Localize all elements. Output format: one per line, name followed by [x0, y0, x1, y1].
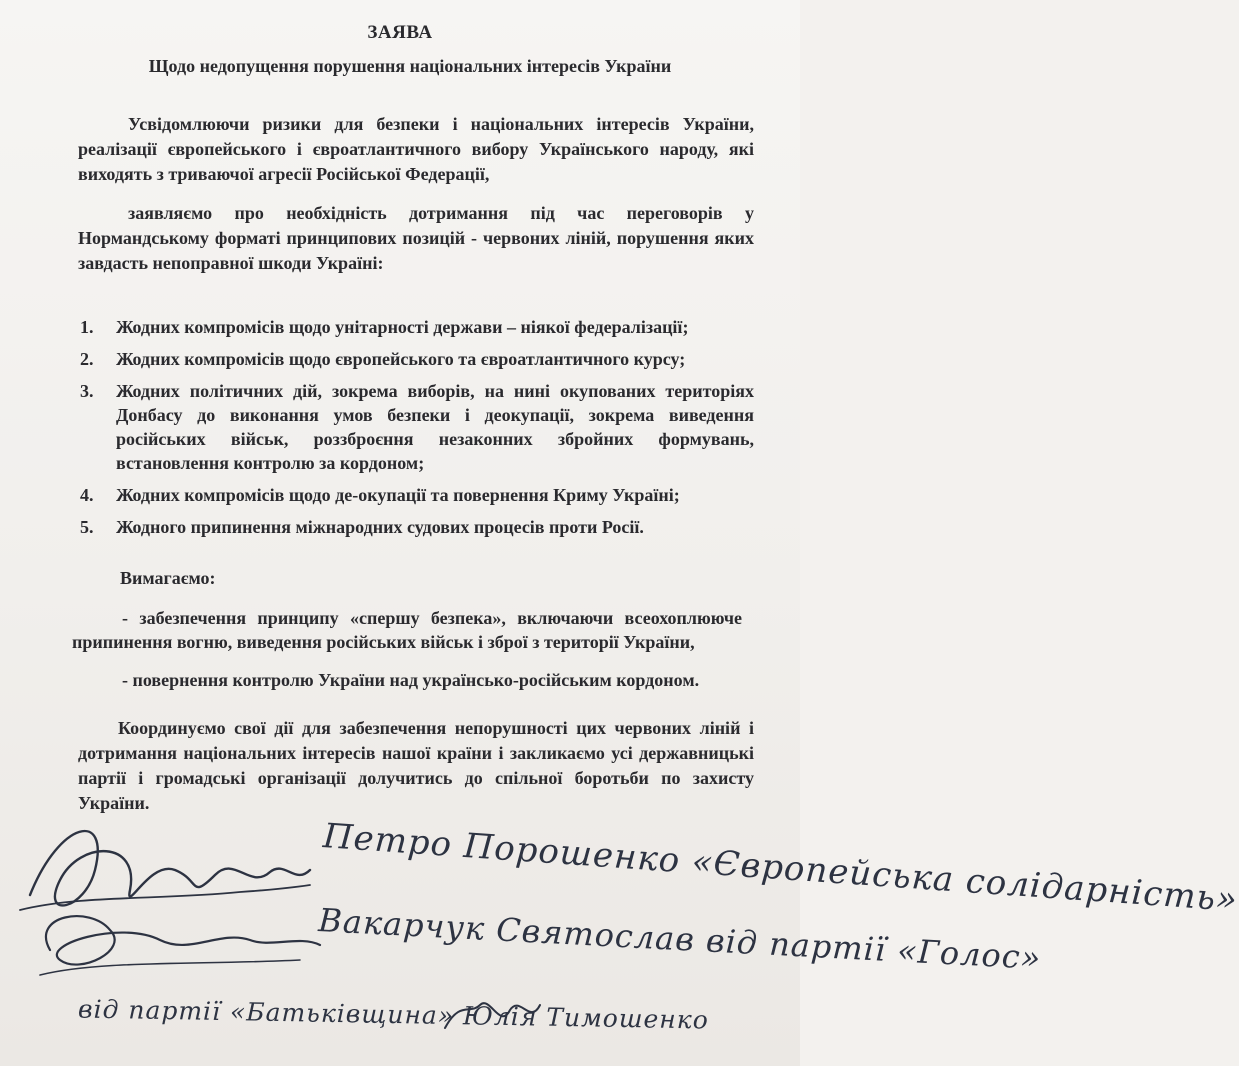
list-item [78, 315, 754, 339]
list-item-number: 1. [80, 317, 94, 337]
list-item [78, 379, 754, 475]
red-lines-list [78, 315, 754, 547]
demand-item: - забезпечення принципу «спершу безпека», включаючи всеохоплююче припинення вогню, виведення російських військ і зброї з території України, [72, 608, 742, 652]
document-title: ЗАЯВА [367, 22, 433, 43]
list-item-number: 2. [80, 349, 94, 369]
list-item-number: 3. [80, 381, 94, 401]
list-item [78, 483, 754, 507]
list-item-text: Жодних компромісів щодо унітарності держави – ніякої федералізації; [116, 317, 689, 337]
signature-vakarchuk: Вакарчук Святослав від партії «Голос» [317, 901, 1043, 977]
signature-tymoshenko: від партії «Батьківщина» Юлія Тимошенко [77, 994, 710, 1035]
signature-block [0, 800, 1239, 1066]
intro-paragraph: Усвідомлюючи ризики для безпеки і національних інтересів України, реалізації європейського і євроатлантичного вибору Українського народу, які виходять з триваючої агресії Російської Федерації, [78, 114, 754, 184]
list-item [78, 515, 754, 539]
demand-item: - повернення контролю України над українсько-російським кордоном. [122, 670, 700, 690]
signature-poroshenko: Петро Порошенко «Європейська солідарність» [321, 816, 1239, 920]
list-item-text: Жодних політичних дій, зокрема виборів, на нині окупованих територіях Донбасу до виконання умов безпеки і деокупації, зокрема виведення російських військ, роззброєння незаконних збройних формувань, встановлення контролю за кордоном; [116, 381, 754, 473]
closing-paragraph: Координуємо свої дії для забезпечення непорушності цих червоних ліній і дотримання національних інтересів нашої країни і закликаємо усі державницькі партії і громадські організації долучитись до спільної боротьби по захисту України. [78, 718, 754, 813]
list-item [78, 347, 754, 371]
list-item-text: Жодних компромісів щодо європейського та євроатлантичного курсу; [116, 349, 686, 369]
list-item-number: 4. [80, 485, 94, 505]
list-item-number: 5. [80, 517, 94, 537]
list-item-text: Жодного припинення міжнародних судових процесів проти Росії. [116, 517, 644, 537]
demands-heading: Вимагаємо: [120, 568, 216, 588]
list-item-text: Жодних компромісів щодо де-окупації та повернення Криму Україні; [116, 485, 680, 505]
document-subtitle: Щодо недопущення порушення національних інтересів України [148, 56, 672, 76]
statement-paragraph: заявляємо про необхідність дотримання під час переговорів у Нормандському форматі принципових позицій - червоних ліній, порушення яких завдасть непоправної шкоди Україні: [78, 203, 754, 273]
